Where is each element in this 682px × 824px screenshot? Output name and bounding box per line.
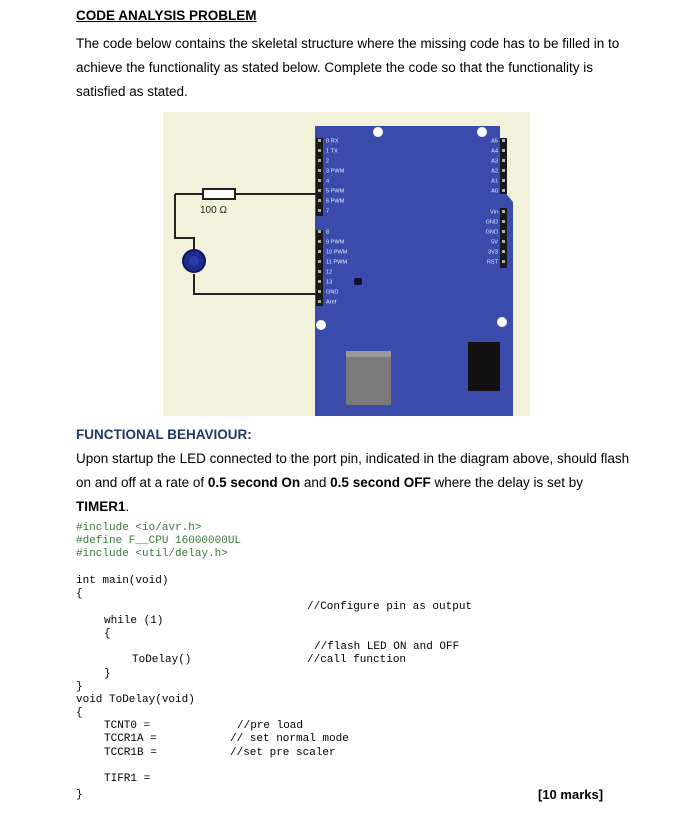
functional-text: Upon startup the LED connected to the port pin, indicated in the diagram above, should flash on and off at a rate of	[76, 451, 630, 490]
code-brace: }	[76, 681, 83, 693]
pin-label: Vin	[490, 209, 498, 216]
code-todelay-call: ToDelay()	[132, 654, 192, 666]
header-pin	[502, 149, 505, 152]
usb-connector	[346, 351, 391, 405]
code-comment: //flash LED ON and OFF	[314, 641, 460, 653]
page-title: CODE ANALYSIS PROBLEM	[76, 8, 257, 23]
functional-heading: FUNCTIONAL BEHAVIOUR:	[76, 427, 252, 442]
code-brace: {	[76, 588, 83, 600]
pin-label: RST	[486, 259, 498, 266]
header-pin	[318, 230, 321, 233]
mount-hole	[373, 127, 383, 137]
header-pin	[318, 250, 321, 253]
header-pin	[318, 189, 321, 192]
header-pin	[318, 280, 321, 283]
header-pin	[318, 300, 321, 303]
code-brace: {	[76, 707, 83, 719]
functional-text: where the delay is set by	[430, 475, 584, 490]
pin-label: GND	[326, 289, 339, 296]
mount-hole	[477, 127, 487, 137]
header-pin	[318, 149, 321, 152]
pin-label: A2	[491, 168, 498, 175]
arduino-circuit-diagram	[163, 112, 530, 416]
resistor-label: 100 Ω	[200, 205, 227, 216]
pin-label: 2	[326, 158, 330, 165]
code-tcnt0: TCNT0 =	[104, 720, 151, 732]
code-comment: //call function	[307, 654, 407, 666]
code-tifr1: TIFR1 =	[104, 773, 151, 785]
pin-label: A0	[491, 188, 498, 195]
pin-label: 11 PWM	[326, 259, 348, 266]
header-pin	[502, 260, 505, 263]
code-while: while (1)	[104, 615, 164, 627]
functional-text: and	[300, 475, 331, 490]
pin-label: 6 PWM	[326, 198, 345, 205]
pin-label: 13	[326, 279, 333, 286]
led-core	[189, 256, 199, 266]
header-pin	[318, 240, 321, 243]
timer-name: TIMER1	[76, 499, 126, 514]
functional-paragraph	[76, 447, 632, 519]
pin-label: 8	[326, 229, 330, 236]
code-define: #define F__CPU 16000000UL	[76, 535, 242, 547]
header-pin	[318, 199, 321, 202]
marks-label: [10 marks]	[538, 787, 604, 802]
code-include: #include <util/delay.h>	[76, 548, 228, 560]
header-pin	[502, 240, 505, 243]
header-right-bottom	[500, 208, 507, 268]
header-pin	[318, 179, 321, 182]
pin-label: A3	[491, 158, 498, 165]
pin-label: GND	[485, 219, 498, 226]
mount-hole	[316, 320, 326, 330]
usb-connector-top	[346, 351, 391, 357]
on-time: 0.5 second On	[207, 475, 301, 490]
functional-text: .	[125, 499, 130, 514]
code-comment: //set pre scaler	[230, 747, 336, 759]
code-main-signature: int main(void)	[76, 575, 169, 587]
header-pin	[502, 230, 505, 233]
header-pin	[318, 209, 321, 212]
code-void-signature: void ToDelay(void)	[76, 694, 195, 706]
code-tccr1b: TCCR1B =	[104, 747, 157, 759]
header-pin	[502, 179, 505, 182]
pin-label: 5 PWM	[326, 188, 345, 195]
code-brace: }	[104, 668, 111, 680]
pin-label: 3V3	[488, 249, 498, 256]
header-pin	[318, 270, 321, 273]
pin-label: 0 RX	[326, 138, 339, 145]
code-brace: {	[104, 628, 111, 640]
header-pin	[502, 159, 505, 162]
pin-label: 5V	[491, 239, 498, 246]
code-comment: //Configure pin as output	[307, 601, 473, 613]
header-pin	[502, 139, 505, 142]
pin-label: 12	[326, 269, 333, 276]
header-pin	[502, 169, 505, 172]
pin-label: 4	[326, 178, 330, 185]
header-pin	[318, 169, 321, 172]
pin-label: A5	[491, 138, 498, 145]
pin-label: Aref	[326, 299, 337, 306]
header-pin	[502, 220, 505, 223]
pin-label: 10 PWM	[326, 249, 348, 256]
code-comment: // set normal mode	[230, 733, 349, 745]
resistor	[203, 189, 235, 199]
header-pin	[318, 159, 321, 162]
header-pin	[502, 189, 505, 192]
power-jack	[468, 342, 500, 391]
header-pin	[318, 260, 321, 263]
header-pin	[318, 139, 321, 142]
pin-label: 1 TX	[326, 148, 338, 155]
code-comment: //pre load	[237, 720, 304, 732]
code-brace: }	[76, 789, 83, 801]
code-tccr1a: TCCR1A =	[104, 733, 157, 745]
header-pin	[502, 210, 505, 213]
pin-label: 3 PWM	[326, 168, 345, 175]
header-pin	[502, 250, 505, 253]
code-include: #include <io/avr.h>	[76, 522, 202, 534]
pin-label: 7	[326, 208, 330, 215]
header-pin	[318, 290, 321, 293]
mount-hole	[497, 317, 507, 327]
intro-paragraph: The code below contains the skeletal structure where the missing code has to be filled in to achieve the functionality as stated below. Complete the code so that the functionality is satisfied as stated.	[76, 36, 620, 99]
chip	[354, 278, 362, 285]
pin-label: 9 PWM	[326, 239, 345, 246]
header-right-top	[500, 138, 507, 194]
pin-label: A4	[491, 148, 498, 155]
pin-label: A1	[491, 178, 498, 185]
off-time: 0.5 second OFF	[330, 475, 431, 490]
pin-label: GND	[485, 229, 498, 236]
